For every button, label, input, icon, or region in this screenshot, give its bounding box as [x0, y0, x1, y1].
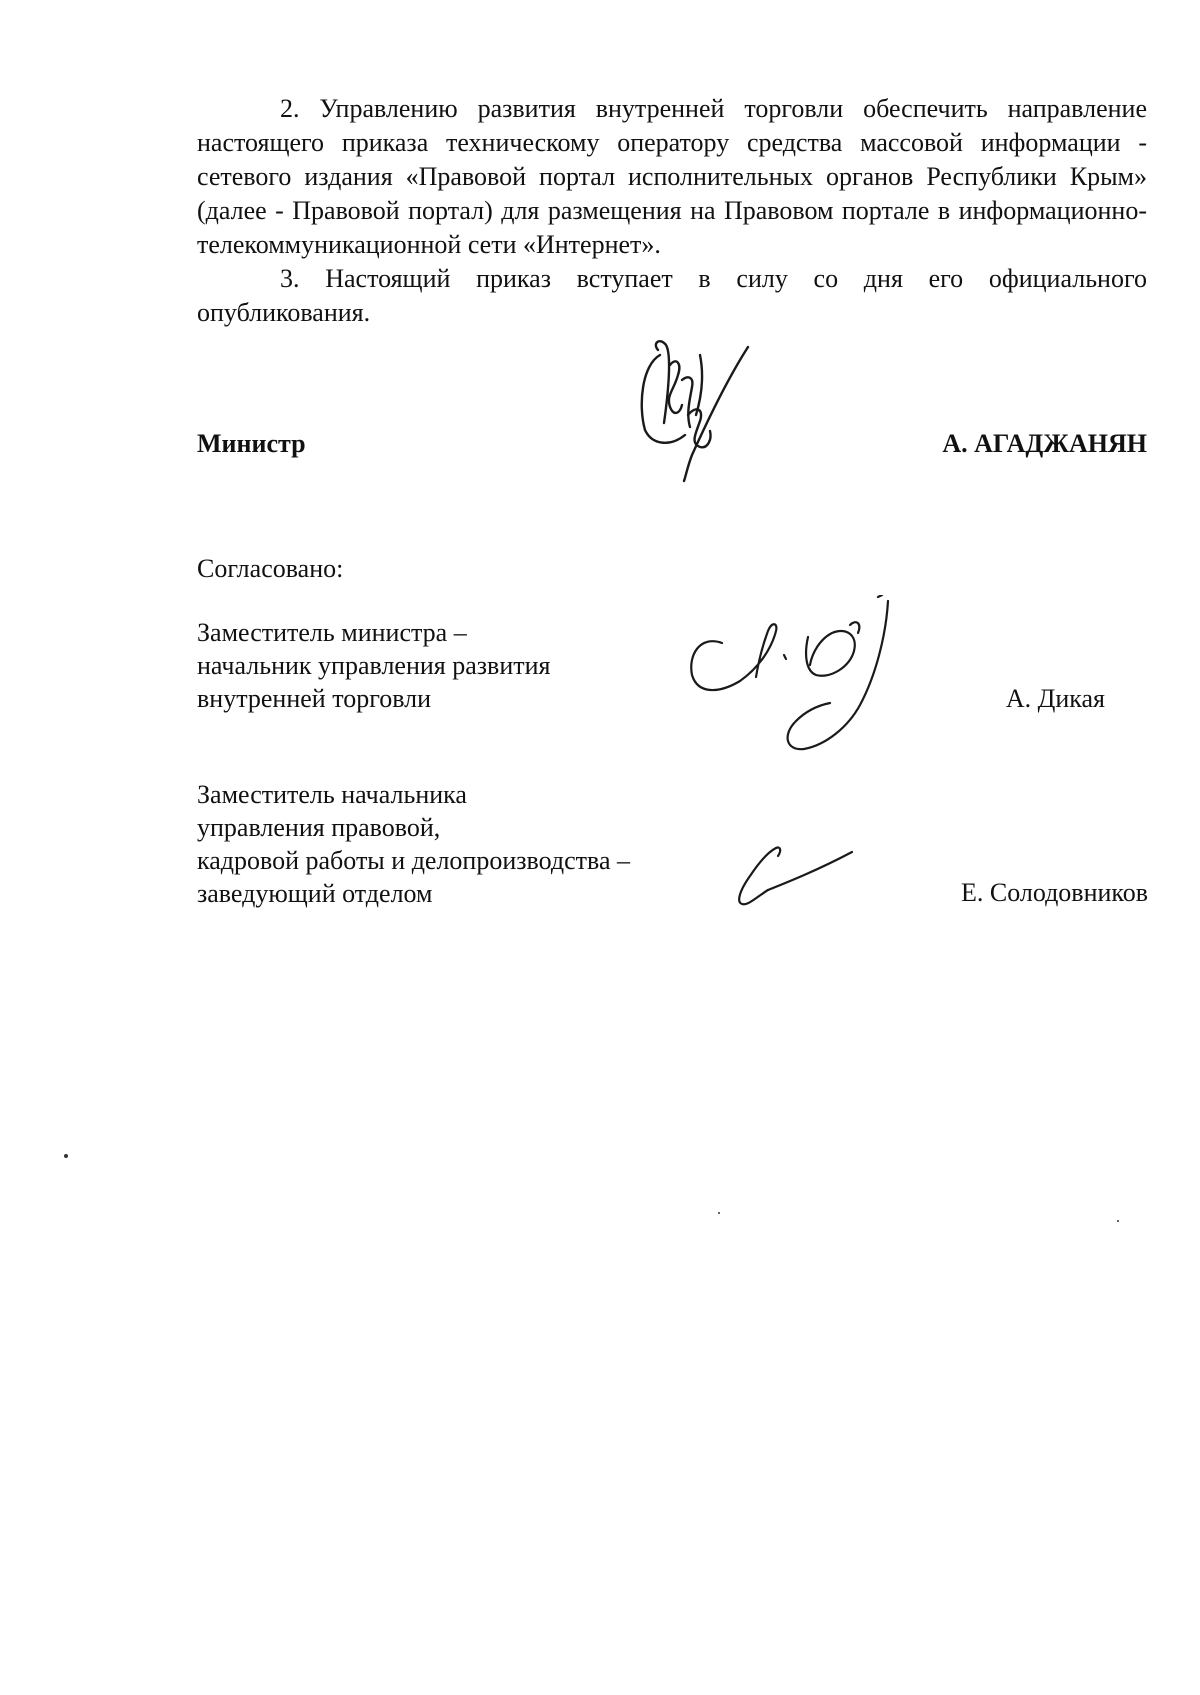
approver-2-title-line: кадровой работы и делопроизводства –	[197, 846, 630, 875]
approver-2-title	[197, 778, 630, 910]
approver-2-title-line: заведующий отделом	[197, 879, 433, 908]
approver-1-signature-image	[680, 595, 920, 775]
approver-1-title-line: Заместитель министра –	[197, 618, 467, 647]
approver-2-name: Е. Солодовников	[960, 878, 1148, 907]
order-body	[197, 92, 1147, 330]
approver-1-name: А. Дикая	[1005, 684, 1105, 713]
paragraph-2: 2. Управлению развития внутренней торговли обеспечить направление настоящего приказа техническому оператору средства массовой информации - сетевого издания «Правовой портал исполнительных органов Республики Крым» (далее - Правовой портал) для размещения на Правовом портале в информационно-телекоммуникационной сети «Интернет».	[197, 94, 1147, 259]
approver-2-signature-image	[728, 838, 868, 918]
approver-2-title-line: управления правовой,	[197, 813, 441, 842]
scan-speck	[1117, 1220, 1119, 1222]
signatory-position: Министр	[197, 429, 306, 458]
scan-speck	[64, 1154, 68, 1158]
approver-2-title-line: Заместитель начальника	[197, 780, 467, 809]
minister-signature-image	[630, 335, 750, 485]
approver-1-title-line: внутренней торговли	[197, 684, 432, 713]
paragraph-3: 3. Настоящий приказ вступает в силу со дня его официального опубликования.	[197, 264, 1147, 327]
signatory-name: А. АГАДЖАНЯН	[942, 429, 1147, 458]
approval-heading: Согласовано:	[197, 554, 344, 583]
approver-1-title-line: начальник управления развития	[197, 651, 551, 680]
scan-speck	[718, 1212, 720, 1214]
approver-1-title	[197, 616, 550, 715]
